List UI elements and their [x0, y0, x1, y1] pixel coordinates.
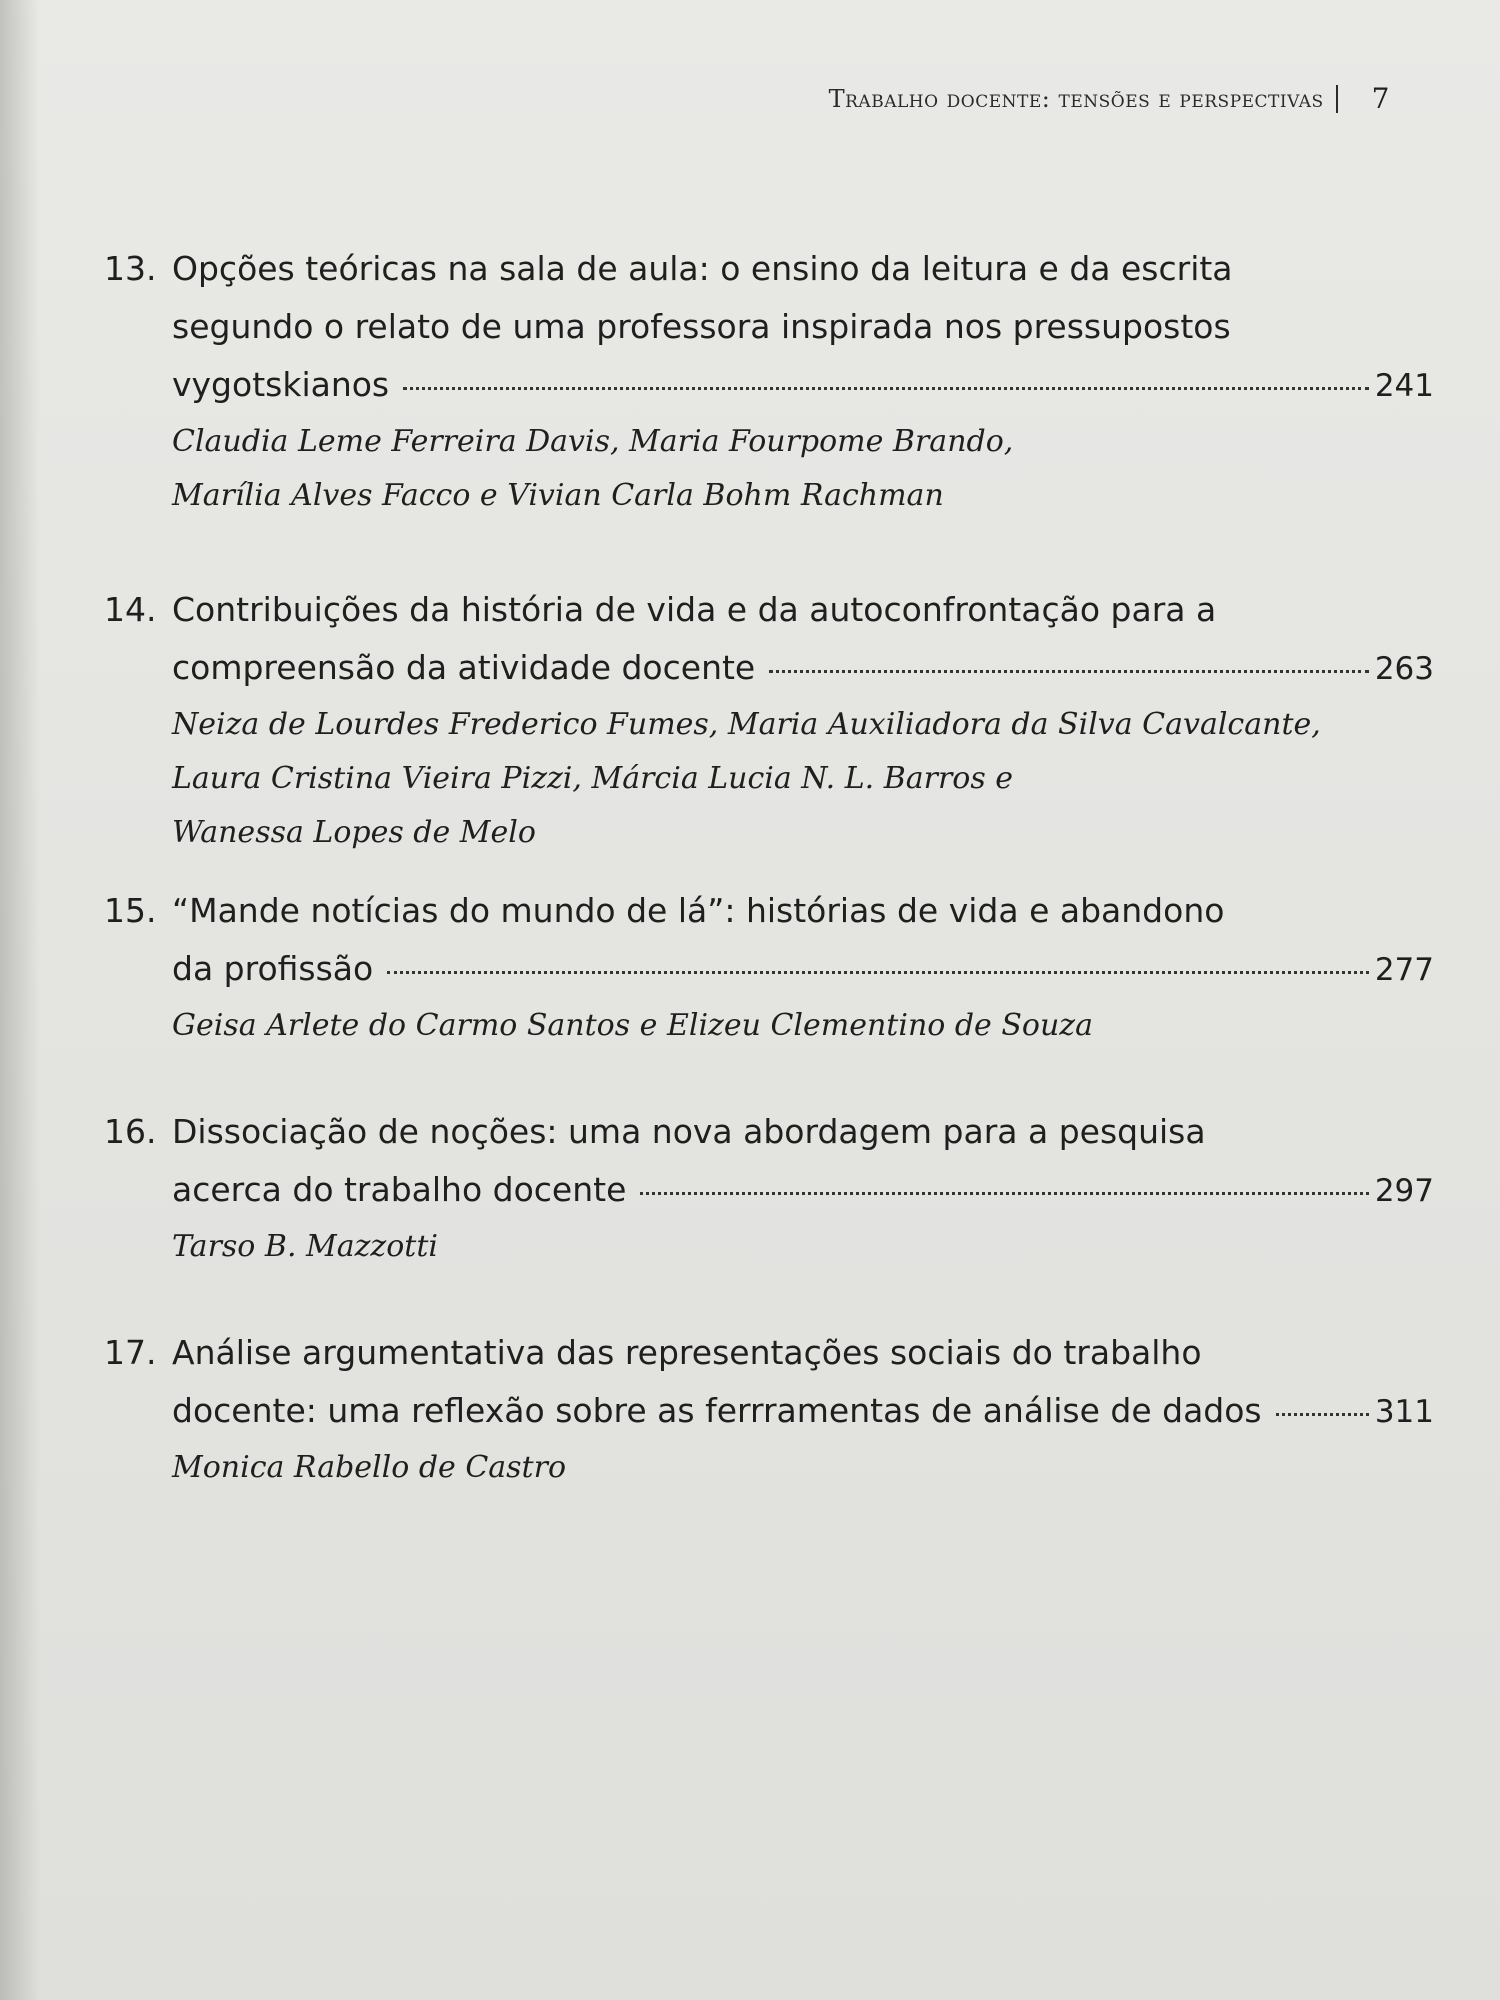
- dot-leader: [1276, 1413, 1369, 1416]
- entry-author-line: Geisa Arlete do Carmo Santos e Elizeu Clementino de Souza: [172, 1008, 1093, 1043]
- entry-number: 16.: [104, 1112, 157, 1151]
- entry-author-line: Claudia Leme Ferreira Davis, Maria Fourpome Brando,: [172, 424, 1014, 459]
- toc-entry: [104, 1324, 1434, 1495]
- toc-entry: [104, 882, 1434, 1053]
- running-head-title: Trabalho docente: tensões e perspectivas: [828, 84, 1324, 113]
- entry-title-line: “Mande notícias do mundo de lá”: histórias de vida e abandono: [172, 891, 1225, 930]
- entry-page-number: 277: [1374, 952, 1434, 988]
- page-number: 7: [1371, 82, 1390, 115]
- page-edge-shadow: [0, 0, 40, 2000]
- running-head-divider: [1336, 85, 1338, 113]
- table-of-contents: [104, 240, 1434, 1495]
- entry-page-number: 311: [1374, 1394, 1434, 1430]
- entry-page-number: 241: [1374, 368, 1434, 404]
- entry-title-text: docente: uma reflexão sobre as ferrramentas de análise de dados: [172, 1391, 1262, 1430]
- entry-page-number: 263: [1374, 651, 1434, 687]
- dot-leader: [403, 387, 1369, 390]
- entry-title-text: da profissão: [172, 949, 374, 988]
- entry-title-text: vygotskianos: [172, 365, 390, 404]
- entry-title-last-line: [172, 1382, 1434, 1441]
- toc-entry: [104, 1103, 1434, 1274]
- entry-author-line: Monica Rabello de Castro: [172, 1450, 567, 1485]
- entry-number: 14.: [104, 590, 157, 629]
- entry-page-number: 297: [1374, 1173, 1434, 1209]
- entry-author-line: Marília Alves Facco e Vivian Carla Bohm Rachman: [172, 478, 944, 513]
- entry-title-last-line: [172, 639, 1434, 698]
- entry-title-line: Análise argumentativa das representações sociais do trabalho: [172, 1333, 1202, 1372]
- dot-leader: [387, 971, 1369, 974]
- entry-author-line: Laura Cristina Vieira Pizzi, Márcia Lucia N. L. Barros e: [172, 761, 1014, 796]
- toc-entry: [104, 581, 1434, 860]
- entry-number: 17.: [104, 1333, 157, 1372]
- entry-author-line: Neiza de Lourdes Frederico Fumes, Maria Auxiliadora da Silva Cavalcante,: [172, 707, 1321, 742]
- entry-author-line: Wanessa Lopes de Melo: [172, 815, 536, 850]
- entry-title-line: Dissociação de noções: uma nova abordagem para a pesquisa: [172, 1112, 1206, 1151]
- entry-title-last-line: [172, 356, 1434, 415]
- entry-number: 13.: [104, 249, 157, 288]
- dot-leader: [640, 1192, 1368, 1195]
- toc-entry: [104, 240, 1434, 523]
- entry-author-line: Tarso B. Mazzotti: [172, 1229, 439, 1264]
- running-head: [600, 82, 1400, 115]
- entry-title-last-line: [172, 1161, 1434, 1220]
- dot-leader: [769, 670, 1369, 673]
- entry-title-line: Contribuições da história de vida e da autoconfrontação para a: [172, 590, 1217, 629]
- entry-title-text: compreensão da atividade docente: [172, 648, 756, 687]
- entry-title-line: segundo o relato de uma professora inspirada nos pressupostos: [172, 307, 1231, 346]
- entry-title-line: Opções teóricas na sala de aula: o ensino da leitura e da escrita: [172, 249, 1233, 288]
- entry-number: 15.: [104, 891, 157, 930]
- entry-title-text: acerca do trabalho docente: [172, 1170, 627, 1209]
- entry-title-last-line: [172, 940, 1434, 999]
